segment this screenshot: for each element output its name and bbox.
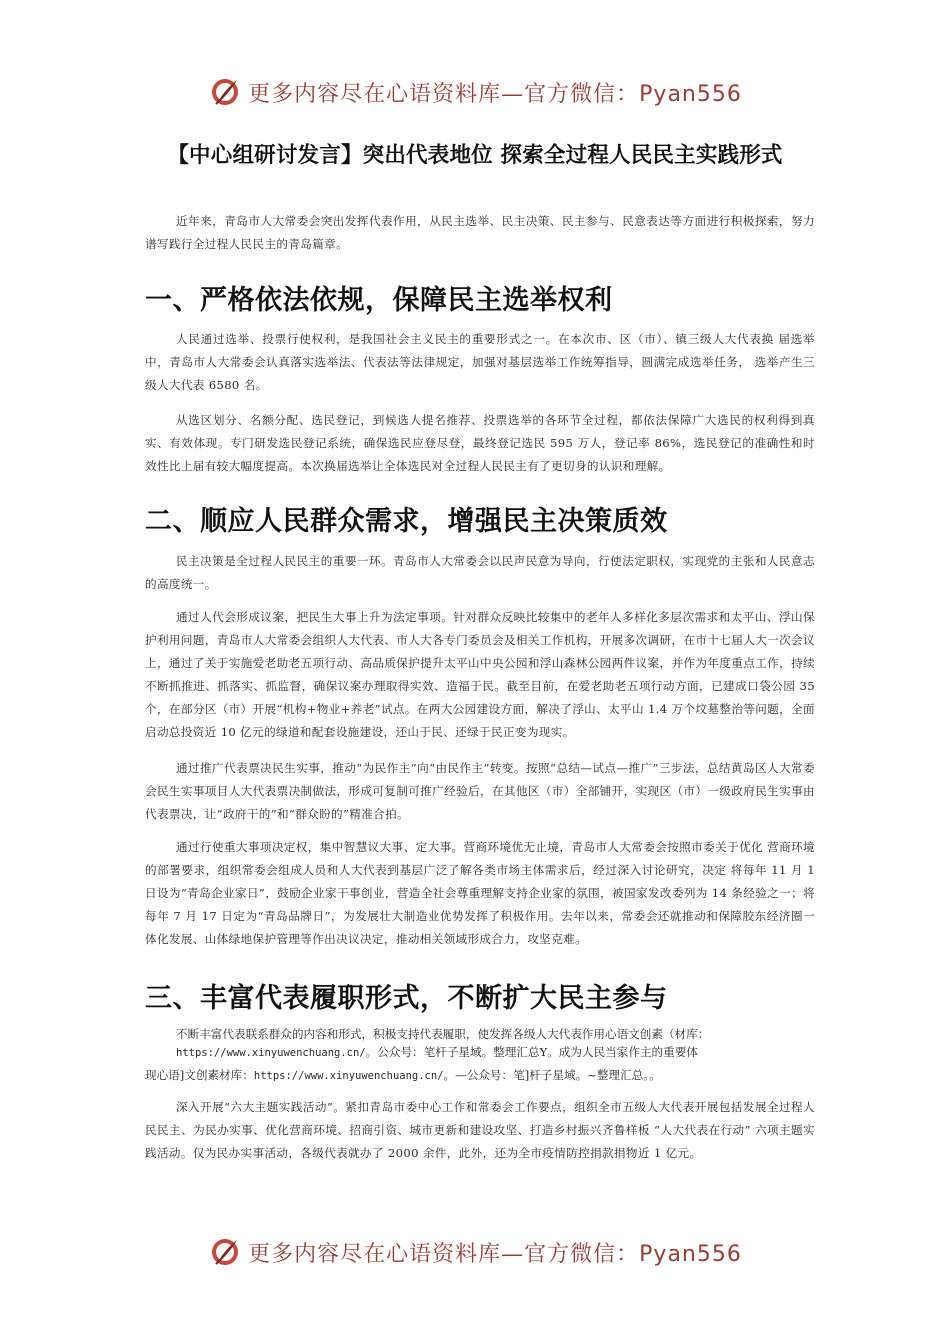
- garbled-line-3-head: 现心语]文创素材库：: [145, 1068, 254, 1082]
- section-2-paragraph-2: 通过人代会形成议案，把民生大事上升为法定事项。针对群众反映比较集中的老年人多样化多层次需求和太平山、浮山保护利用问题，青岛市人大常委会组织人大代表、市人大各专门委员会及相关工作机构，开展多次调研，在市十七届人大一次会议上，通过了关于实施爱老助老五项行动、高品质保护提升太平山中央公园和浮山森林公园两件议案，并作为年度重点工作，持续不断抓推进、抓落实、抓监督，确保议案办理取得实效、造福于民。截至目前，在爱老助老五项行动方面，已建成口袋公园 35 个，在部分区（市）开展“机构+物业+养老”试点。在两大公园建设方面，解决了浮山、太平山 1.4 万个坟墓整治等问题，全面启动总投资近 10 亿元的绿道和配套设施建设，还山于民、还绿于民正变为现实。: [145, 610, 815, 739]
- garbled-url-2: https://www.xinyuwenchuang.cn/: [253, 1070, 444, 1082]
- watermark-handle: Pyan556: [639, 1241, 742, 1267]
- intro-paragraph: 近年来，青岛市人大常委会突出发挥代表作用，从民主选举、民主决策、民主参与、民意表达等方面进行积极探索，努力谱写践行全过程人民民主的青岛篇章。: [145, 214, 815, 251]
- garbled-line-3: [145, 1066, 661, 1085]
- garbled-line-1: 不断丰富代表联系群众的内容和形式，积极支持代表履职，使发挥各级人大代表作用心语文创素（材库：: [176, 1027, 710, 1041]
- section-2-heading: 二、顺应人民群众需求，增强民主决策质效: [145, 506, 668, 537]
- watermark-banner-bottom: [0, 1232, 950, 1272]
- section-3-heading: 三、丰富代表履职形式，不断扩大民主参与: [145, 983, 668, 1014]
- feather-quill-icon: [208, 1235, 242, 1269]
- watermark-banner-top: [0, 72, 950, 112]
- page-title: 【中心组研讨发言】突出代表地位 探索全过程人民民主实践形式: [167, 143, 783, 168]
- garbled-line-2-rest: 。公众号：笔杆子星域。整理汇总Y。成为人民当家作主的重要体: [365, 1045, 698, 1059]
- watermark-text: 更多内容尽在心语资料库—官方微信：Pyan556: [248, 1241, 742, 1267]
- watermark-handle: Pyan556: [639, 81, 742, 107]
- section-1-heading: 一、严格依法依规，保障民主选举权利: [145, 285, 613, 316]
- section-2-paragraph-3: 通过推广代表票决民生实事，推动“为民作主”向“由民作主”转变。按照“总结—试点—推广”三步法，总结黄岛区人大常委会民生实事项目人大代表票决制做法，形成可复制可推广经验后，在其他区（市）全部铺开，实现区（市）一级政府民生实事由代表票决，让“政府干的”和“群众盼的”精准合拍。: [145, 761, 815, 821]
- section-1-paragraph-2: 从选区划分、名额分配、选民登记，到候选人提名推荐、投票选举的各环节全过程，都依法保障广大选民的权利得到真实、有效体现。专门研发选民登记系统，确保选民应登尽登，最终登记选民 595 万人，登记率 86%，选民登记的准确性和时效性比上届有较大幅度提高。本次换届选举让全体选民对全过程人民民主有了更切身的认识和理解。: [145, 413, 815, 473]
- garbled-line-2: [176, 1043, 698, 1062]
- feather-quill-icon: [208, 75, 242, 109]
- watermark-text: 更多内容尽在心语资料库—官方微信：Pyan556: [248, 81, 742, 107]
- section-2-paragraph-4: 通过行使重大事项决定权，集中智慧议大事、定大事。营商环境优无止境，青岛市人大常委会按照市委关于优化 营商环境的部署要求，组织常委会组成人员和人大代表到基层广泛了解各类市场主体需求后，经过深入讨论研究，决定 将每年 11 月 1 日设为“青岛企业家日”，鼓励企业家干事创业，营造全社会尊重理解支持企业家的氛围，被国家发改委列为 14 条经验之一；将每年 7 月 17 日定为“青岛品牌日”，为发展壮大制造业优势发挥了积极作用。去年以来，常委会还就推动和保障胶东经济圈一体化发展、山体绿地保护管理等作出决议决定，推动相关领域形成合力，攻坚克难。: [145, 840, 815, 946]
- garbled-line-3-rest: 。—公众号：笔]杆子星域。~整理汇总。。: [443, 1068, 661, 1082]
- section-1-paragraph-1: 人民通过选举、投票行使权利，是我国社会主义民主的重要形式之一。在本次市、区（市）、镇三级人大代表换 届选举中，青岛市人大常委会认真落实选举法、代表法等法律规定，加强对基层选举工作统筹指导，圆满完成选举任务， 选举产生三级人大代表 6580 名。: [145, 332, 815, 392]
- garbled-url-1: https://www.xinyuwenchuang.cn/: [176, 1047, 366, 1059]
- section-3-paragraph-1: 深入开展“六大主题实践活动”。紧扣青岛市委中心工作和常委会工作要点，组织全市五级人大代表开展包括发展全过程人民民主、为民办实事、优化营商环境、招商引资、城市更新和建设攻坚、打造乡村振兴齐鲁样板 “人大代表在行动” 六项主题实践活动。仅为民办实事活动，各级代表就办了 2000 余件，此外，还为全市疫情防控捐款捐物近 1 亿元。: [145, 1100, 815, 1160]
- section-2-paragraph-1: 民主决策是全过程人民民主的重要一环。青岛市人大常委会以民声民意为导向，行使法定职权，实现党的主张和人民意志的高度统一。: [145, 554, 815, 591]
